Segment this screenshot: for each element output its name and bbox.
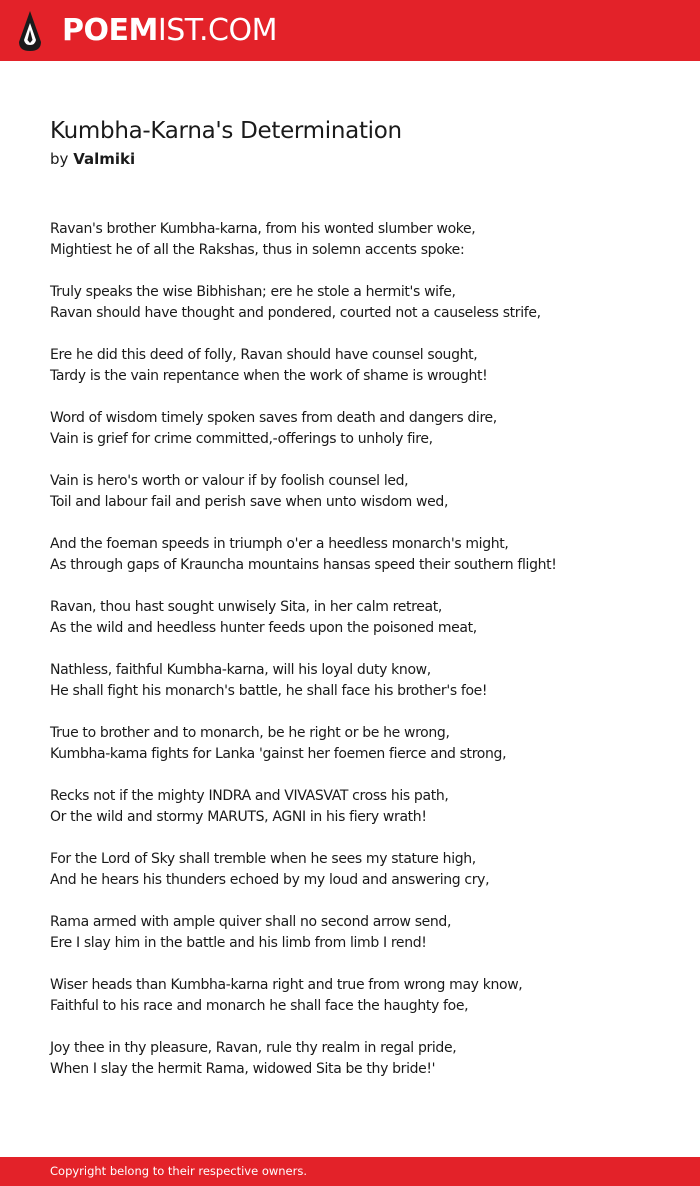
poem-line: Ravan's brother Kumbha-karna, from his wonted slumber woke, <box>50 221 476 237</box>
poem-body <box>50 219 670 1101</box>
poem-line: Wiser heads than Kumbha-karna right and true from wrong may know, <box>50 977 523 993</box>
byline <box>50 149 135 169</box>
poem-line: Vain is grief for crime committed,-offerings to unholy fire, <box>50 431 433 447</box>
poem-line: Word of wisdom timely spoken saves from death and dangers dire, <box>50 410 497 426</box>
by-label: by <box>50 150 69 168</box>
poem-line: Mightiest he of all the Rakshas, thus in solemn accents spoke: <box>50 242 465 258</box>
site-header <box>0 0 700 61</box>
stanza <box>50 975 670 1017</box>
poem-line: Ravan should have thought and pondered, courted not a causeless strife, <box>50 305 541 321</box>
poem-line: He shall fight his monarch's battle, he shall face his brother's foe! <box>50 683 488 699</box>
stanza <box>50 1038 670 1080</box>
pen-nib-icon[interactable] <box>18 10 42 52</box>
poem-line: Or the wild and stormy MARUTS, AGNI in his fiery wrath! <box>50 809 427 825</box>
poem-line: True to brother and to monarch, be he right or be he wrong, <box>50 725 450 741</box>
stanza <box>50 471 670 513</box>
poem-line: And he hears his thunders echoed by my loud and answering cry, <box>50 872 490 888</box>
stanza <box>50 597 670 639</box>
poem-line: Ravan, thou hast sought unwisely Sita, in her calm retreat, <box>50 599 443 615</box>
poem-line: When I slay the hermit Rama, widowed Sita be thy bride!' <box>50 1061 436 1077</box>
poem-line: Kumbha-kama fights for Lanka 'gainst her foemen fierce and strong, <box>50 746 507 762</box>
logo-text-bold: POEM <box>62 13 158 48</box>
author-name: Valmiki <box>73 150 136 168</box>
poem-line: Truly speaks the wise Bibhishan; ere he stole a hermit's wife, <box>50 284 456 300</box>
poem-title: Kumbha-Karna's Determination <box>50 118 402 144</box>
logo-text-light: IST.COM <box>157 13 277 48</box>
poem-line: Joy thee in thy pleasure, Ravan, rule thy realm in regal pride, <box>50 1040 457 1056</box>
copyright-text: Copyright belong to their respective owners. <box>50 1164 308 1178</box>
stanza <box>50 723 670 765</box>
stanza <box>50 534 670 576</box>
stanza <box>50 282 670 324</box>
stanza <box>50 849 670 891</box>
poem-line: Nathless, faithful Kumbha-karna, will his loyal duty know, <box>50 662 431 678</box>
poem-line: Recks not if the mighty INDRA and VIVASVAT cross his path, <box>50 788 449 804</box>
poem-line: Tardy is the vain repentance when the work of shame is wrought! <box>50 368 488 384</box>
poem-line: Rama armed with ample quiver shall no second arrow send, <box>50 914 452 930</box>
poem-line: Vain is hero's worth or valour if by foolish counsel led, <box>50 473 409 489</box>
poem-line: And the foeman speeds in triumph o'er a heedless monarch's might, <box>50 536 509 552</box>
poem-line: As the wild and heedless hunter feeds upon the poisoned meat, <box>50 620 477 636</box>
stanza <box>50 786 670 828</box>
site-logo-link[interactable] <box>62 12 277 50</box>
poem-line: Ere I slay him in the battle and his limb from limb I rend! <box>50 935 427 951</box>
poem-line: Toil and labour fail and perish save when unto wisdom wed, <box>50 494 449 510</box>
poem-line: Ere he did this deed of folly, Ravan should have counsel sought, <box>50 347 478 363</box>
stanza <box>50 912 670 954</box>
poem-line: For the Lord of Sky shall tremble when he sees my stature high, <box>50 851 476 867</box>
stanza <box>50 345 670 387</box>
stanza <box>50 219 670 261</box>
poem-line: As through gaps of Krauncha mountains hansas speed their southern flight! <box>50 557 557 573</box>
stanza <box>50 660 670 702</box>
poem-line: Faithful to his race and monarch he shall face the haughty foe, <box>50 998 469 1014</box>
site-footer <box>0 1157 700 1186</box>
stanza <box>50 408 670 450</box>
